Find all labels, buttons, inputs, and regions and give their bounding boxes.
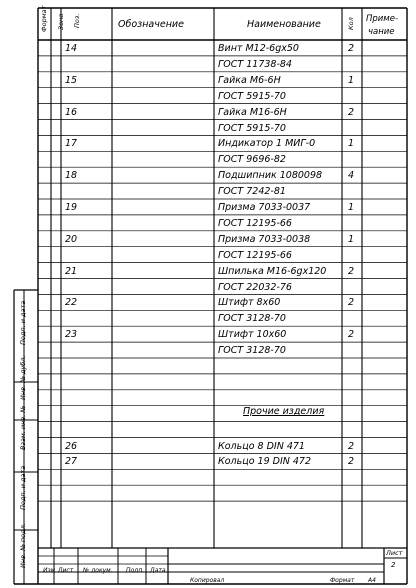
header-note-line2: чание [368, 27, 395, 37]
side-label-vzam-inv: Взам. инв. № [19, 405, 27, 450]
side-label-podp-date-2: Подп. и дата [19, 465, 27, 510]
row-name: Гайка М6-6Н [218, 74, 281, 86]
row-standard: ГОСТ 7242-81 [218, 186, 286, 198]
row-standard: ГОСТ 3128-70 [218, 345, 286, 357]
row-standard: ГОСТ 22032-76 [218, 281, 292, 293]
row-quantity: 2 [348, 329, 355, 341]
other-row-position: 26 [65, 440, 78, 452]
tb-sheet-number: 2 [391, 561, 396, 569]
other-row-name: Кольцо 19 DIN 472 [218, 456, 312, 468]
row-quantity: 4 [348, 170, 355, 182]
tb-sheet-label: Лист [386, 549, 403, 557]
row-position: 20 [65, 233, 78, 245]
row-quantity: 2 [348, 106, 355, 118]
row-name: Индикатор 1 МИГ-0 [218, 138, 316, 150]
header-qty: Кол [347, 17, 355, 30]
row-standard: ГОСТ 11738-84 [218, 58, 292, 70]
row-name: Призма 7033-0037 [218, 202, 311, 213]
row-standard: ГОСТ 9696-82 [218, 154, 286, 166]
row-position: 18 [65, 170, 78, 182]
header-zone: Зона [57, 13, 65, 30]
row-position: 19 [65, 202, 78, 213]
tb-podp: Подп. [126, 567, 145, 574]
header-designation: Обозначение [118, 19, 184, 30]
row-position: 23 [65, 329, 78, 341]
row-standard: ГОСТ 5915-70 [218, 90, 286, 102]
row-quantity: 2 [348, 265, 355, 277]
row-standard: ГОСТ 3128-70 [218, 313, 286, 325]
row-standard: ГОСТ 5915-70 [218, 122, 286, 134]
row-quantity: 1 [348, 202, 355, 213]
side-label-inv-dubl: Инв. № дубл. [19, 355, 27, 400]
row-name: Гайка М16-6Н [218, 106, 287, 118]
header-pos: Поз. [73, 13, 81, 28]
row-name: Призма 7033-0038 [218, 233, 311, 245]
row-quantity: 1 [348, 233, 355, 245]
header-note-line1: Приме- [366, 14, 399, 24]
section-title: Прочие изделия [243, 406, 325, 417]
side-label-podp-date-1: Подп. и дата [19, 300, 27, 345]
tb-doc-no: № докум. [83, 567, 113, 574]
row-quantity: 1 [348, 74, 355, 86]
header-name: Наименование [247, 19, 321, 30]
row-name: Штифт 10х60 [218, 329, 287, 341]
tb-data: Дата [150, 567, 166, 574]
footer-format: Формат [330, 577, 355, 584]
tb-izm: Изм [43, 567, 56, 574]
row-name: Штифт 8х60 [218, 297, 281, 309]
row-quantity: 2 [348, 43, 355, 54]
row-quantity: 2 [348, 297, 355, 309]
row-quantity: 1 [348, 138, 355, 150]
row-name: Подшипник 1080098 [218, 170, 323, 182]
row-name: Винт М12-6gх50 [218, 43, 299, 54]
row-position: 15 [65, 74, 78, 86]
row-position: 22 [65, 297, 78, 309]
row-standard: ГОСТ 12195-66 [218, 217, 292, 229]
side-label-inv-podl: Инв. № подл. [19, 523, 27, 568]
row-name: Шпилька М16-6gх120 [218, 265, 327, 277]
other-row-quantity: 2 [348, 440, 355, 452]
header-format: Формат [40, 5, 48, 32]
other-row-name: Кольцо 8 DIN 471 [218, 440, 305, 452]
other-row-position: 27 [65, 456, 78, 468]
footer-copied: Копировал [190, 577, 225, 584]
row-position: 21 [65, 265, 78, 277]
row-standard: ГОСТ 12195-66 [218, 249, 292, 261]
row-position: 14 [65, 43, 78, 54]
row-position: 16 [65, 106, 78, 118]
row-position: 17 [65, 138, 78, 150]
other-row-quantity: 2 [348, 456, 355, 468]
tb-list: Лист [58, 567, 74, 574]
footer-format-value: А4 [368, 577, 376, 584]
